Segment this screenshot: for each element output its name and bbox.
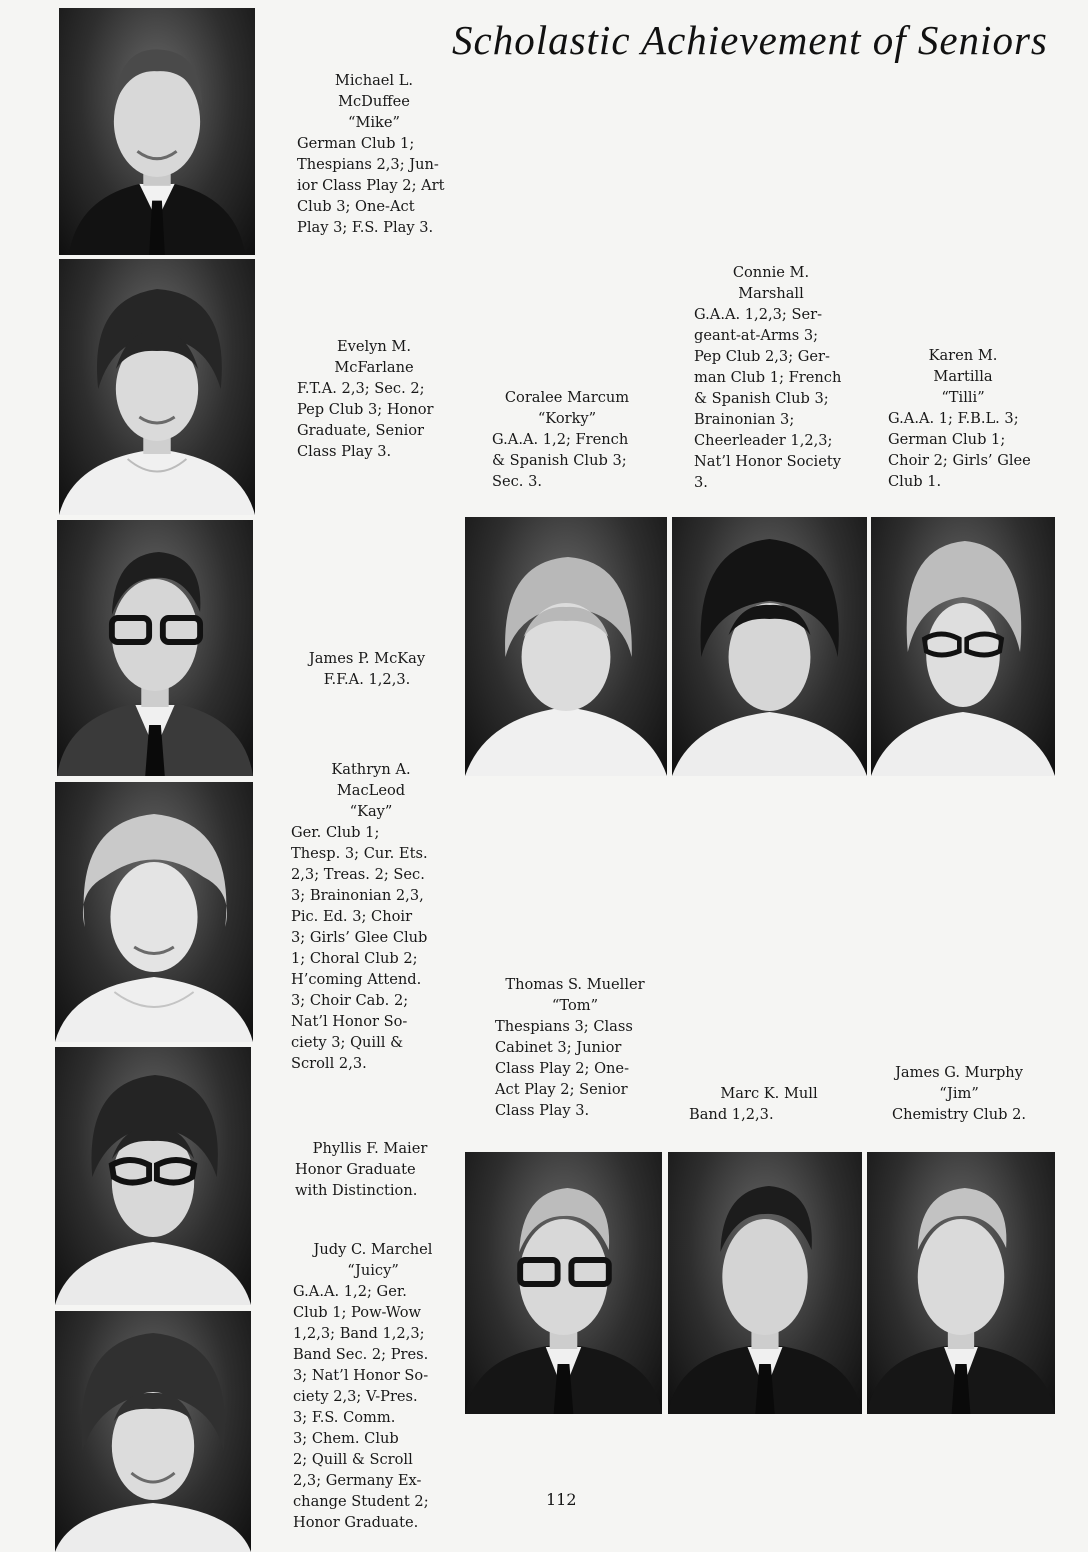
caption-name-line: Martilla: [933, 368, 993, 385]
caption-name-line: Judy C. Marchel: [313, 1241, 433, 1258]
caption-marchel: [293, 1239, 453, 1533]
caption-mull: [689, 1083, 859, 1125]
caption-name-line: McFarlane: [334, 359, 414, 376]
caption-marcum: [492, 387, 662, 492]
caption-activity-line: ciety 3; Quill &: [291, 1034, 404, 1051]
caption-nickname: “Korky”: [537, 410, 597, 427]
caption-maier: [295, 1138, 455, 1201]
caption-activity-line: 1,2,3; Band 1,2,3;: [293, 1325, 425, 1342]
caption-activity-line: Scroll 2,3.: [291, 1055, 367, 1072]
caption-activity-line: Act Play 2; Senior: [495, 1081, 628, 1098]
caption-activity-line: 3; Chem. Club: [293, 1430, 399, 1447]
portrait-maier: [55, 1047, 251, 1305]
caption-macleod: [291, 759, 451, 1074]
caption-marshall: [694, 262, 864, 493]
caption-name-line: Phyllis F. Maier: [312, 1140, 428, 1157]
caption-activity-line: 3.: [694, 474, 708, 491]
caption-mueller: [495, 974, 665, 1121]
caption-activity-line: Play 3; F.S. Play 3.: [297, 219, 434, 236]
portrait-macleod: [55, 782, 253, 1042]
caption-name-line: Marc K. Mull: [720, 1085, 818, 1102]
caption-name-line: Thomas S. Mueller: [505, 976, 645, 993]
caption-activity-line: 2,3; Treas. 2; Sec.: [291, 866, 425, 883]
caption-nickname: “Tom”: [551, 997, 599, 1014]
caption-activity-line: Thespians 3; Class: [495, 1018, 633, 1035]
caption-activity-line: 2,3; Germany Ex-: [293, 1472, 422, 1489]
caption-name-line: James G. Murphy: [895, 1064, 1023, 1081]
caption-name-line: Karen M.: [928, 347, 998, 364]
caption-activity-line: G.A.A. 1,2; French: [492, 431, 629, 448]
caption-activity-line: G.A.A. 1,2; Ger.: [293, 1283, 407, 1300]
caption-activity-line: with Distinction.: [295, 1182, 418, 1199]
caption-name-line: McDuffee: [338, 93, 410, 110]
caption-name-line: MacLeod: [336, 782, 406, 799]
caption-activity-line: 3; Nat’l Honor So-: [293, 1367, 429, 1384]
caption-activity-line: Chemistry Club 2.: [891, 1106, 1027, 1123]
portrait-mull: [668, 1152, 862, 1414]
caption-activity-line: Pep Club 2,3; Ger-: [694, 348, 830, 365]
portrait-martilla: [871, 517, 1055, 776]
caption-activity-line: Class Play 3.: [495, 1102, 590, 1119]
caption-activity-line: Pep Club 3; Honor: [297, 401, 434, 418]
caption-nickname: “Jim”: [939, 1085, 979, 1102]
caption-activity-line: Brainonian 3;: [694, 411, 795, 428]
caption-activity-line: 2; Quill & Scroll: [293, 1451, 413, 1468]
caption-mcduffee: [297, 70, 457, 238]
caption-mckay: [297, 648, 437, 690]
caption-activity-line: Cabinet 3; Junior: [495, 1039, 622, 1056]
portrait-mcduffee: [59, 8, 255, 255]
caption-activity-line: geant-at-Arms 3;: [694, 327, 819, 344]
caption-activity-line: & Spanish Club 3;: [694, 390, 829, 407]
caption-activity-line: Thespians 2,3; Jun-: [297, 156, 439, 173]
caption-activity-line: F.T.A. 2,3; Sec. 2;: [297, 380, 425, 397]
caption-activity-line: G.A.A. 1,2,3; Ser-: [694, 306, 823, 323]
caption-activity-line: H’coming Attend.: [291, 971, 422, 988]
portrait-marchel: [55, 1311, 251, 1552]
caption-activity-line: Class Play 2; One-: [495, 1060, 629, 1077]
portrait-marshall: [672, 517, 867, 776]
caption-activity-line: German Club 1;: [297, 135, 415, 152]
caption-nickname: “Tilli”: [941, 389, 985, 406]
caption-nickname: “Kay”: [349, 803, 393, 820]
caption-activity-line: Graduate, Senior: [297, 422, 425, 439]
caption-activity-line: change Student 2;: [293, 1493, 429, 1510]
portrait-mcfarlane: [59, 259, 255, 515]
caption-activity-line: Club 1; Pow-Wow: [293, 1304, 421, 1321]
caption-activity-line: 3; F.S. Comm.: [293, 1409, 396, 1426]
portrait-mueller: [465, 1152, 662, 1414]
caption-activity-line: Band 1,2,3.: [689, 1106, 774, 1123]
caption-name-line: Coralee Marcum: [504, 389, 630, 406]
caption-activity-line: Band Sec. 2; Pres.: [293, 1346, 429, 1363]
caption-activity-line: Thesp. 3; Cur. Ets.: [291, 845, 428, 862]
caption-activity-line: 3; Brainonian 2,3,: [291, 887, 424, 904]
caption-mcfarlane: [297, 336, 457, 462]
caption-activity-line: ciety 2,3; V-Pres.: [293, 1388, 418, 1405]
caption-martilla: [888, 345, 1058, 492]
caption-activity-line: Club 1.: [888, 473, 942, 490]
caption-name-line: Evelyn M.: [336, 338, 412, 355]
caption-activity-line: Pic. Ed. 3; Choir: [291, 908, 413, 925]
caption-name-line: Michael L.: [334, 72, 414, 89]
portrait-mckay: [57, 520, 253, 776]
caption-activity-line: Class Play 3.: [297, 443, 392, 460]
caption-nickname: “Mike”: [347, 114, 400, 131]
caption-name-line: Kathryn A.: [331, 761, 411, 778]
caption-murphy: [884, 1062, 1034, 1125]
caption-activity-line: G.A.A. 1; F.B.L. 3;: [888, 410, 1019, 427]
caption-activity-line: ior Class Play 2; Art: [297, 177, 445, 194]
caption-activity-line: Nat’l Honor Society: [694, 453, 841, 470]
caption-name-line: James P. McKay: [308, 650, 426, 667]
portrait-murphy: [867, 1152, 1055, 1414]
caption-name-line: Marshall: [738, 285, 804, 302]
portrait-marcum: [465, 517, 667, 776]
caption-activity-line: F.F.A. 1,2,3.: [323, 671, 411, 688]
caption-activity-line: 3; Girls’ Glee Club: [291, 929, 428, 946]
caption-activity-line: Choir 2; Girls’ Glee: [888, 452, 1031, 469]
caption-activity-line: Club 3; One-Act: [297, 198, 415, 215]
caption-name-line: Connie M.: [732, 264, 810, 281]
caption-activity-line: Honor Graduate: [295, 1161, 416, 1178]
page-title: Scholastic Achievement of Seniors: [452, 17, 1048, 63]
caption-activity-line: man Club 1; French: [694, 369, 842, 386]
caption-activity-line: German Club 1;: [888, 431, 1006, 448]
caption-activity-line: 3; Choir Cab. 2;: [291, 992, 409, 1009]
caption-nickname: “Juicy”: [347, 1262, 399, 1279]
caption-activity-line: Sec. 3.: [492, 473, 543, 490]
page-number: 112: [546, 1490, 577, 1509]
caption-activity-line: Cheerleader 1,2,3;: [694, 432, 833, 449]
caption-activity-line: 1; Choral Club 2;: [291, 950, 418, 967]
caption-activity-line: & Spanish Club 3;: [492, 452, 627, 469]
caption-activity-line: Nat’l Honor So-: [291, 1013, 408, 1030]
caption-activity-line: Ger. Club 1;: [291, 824, 380, 841]
caption-activity-line: Honor Graduate.: [293, 1514, 419, 1531]
